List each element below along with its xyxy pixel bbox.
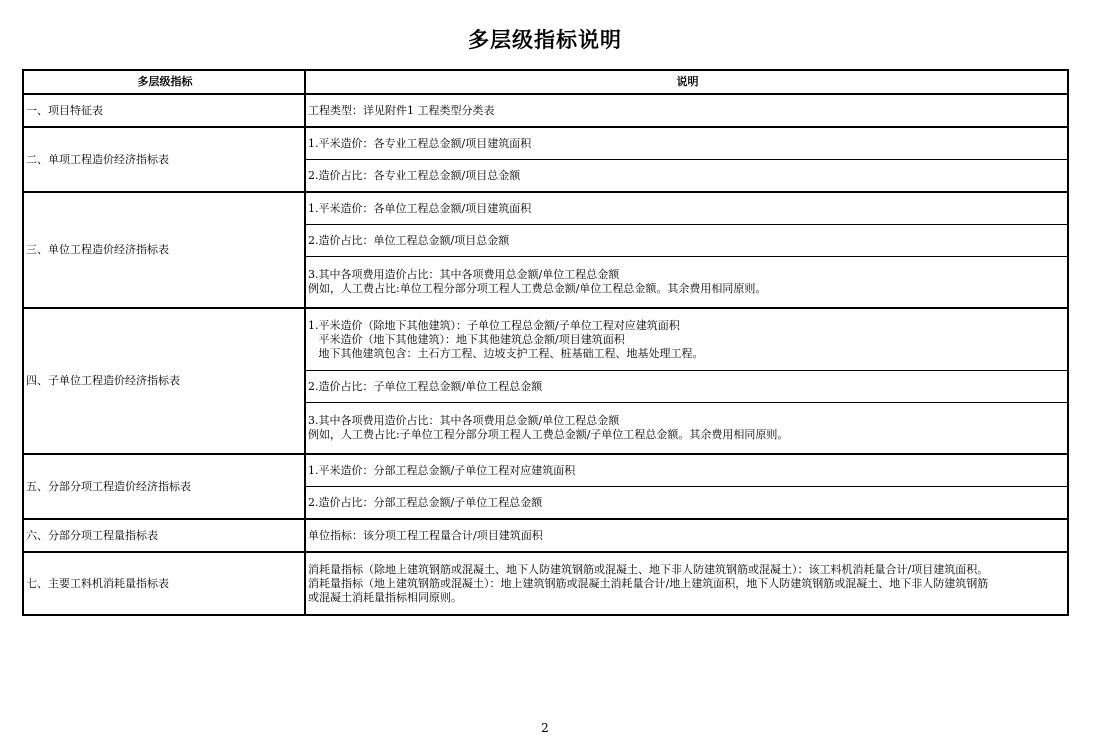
column-header-indicator: 多层级指标 — [23, 70, 305, 94]
column-header-description: 说明 — [305, 70, 1068, 94]
category-cell: 四、子单位工程造价经济指标表 — [23, 308, 305, 454]
description-cell: 3.其中各项费用造价占比：其中各项费用总金额/单位工程总金额 例如，人工费占比:单位工程分部分项工程人工费总金额/单位工程总金额。其余费用相同原则。 — [305, 257, 1068, 309]
description-cell: 工程类型：详见附件1 工程类型分类表 — [305, 94, 1068, 127]
description-cell: 2.造价占比：子单位工程总金额/单位工程总金额 — [305, 371, 1068, 403]
description-cell: 1.平米造价：各专业工程总金额/项目建筑面积 — [305, 127, 1068, 160]
description-cell: 2.造价占比：分部工程总金额/子单位工程总金额 — [305, 487, 1068, 520]
category-cell: 一、项目特征表 — [23, 94, 305, 127]
description-cell: 1.平米造价：各单位工程总金额/项目建筑面积 — [305, 192, 1068, 225]
table-header-row — [23, 70, 1068, 94]
description-cell: 1.平米造价：分部工程总金额/子单位工程对应建筑面积 — [305, 454, 1068, 487]
category-cell: 二、单项工程造价经济指标表 — [23, 127, 305, 192]
description-cell: 1.平米造价（除地下其他建筑）：子单位工程总金额/子单位工程对应建筑面积 平米造价（地下其他建筑）：地下其他建筑总金额/项目建筑面积 地下其他建筑包含：土石方工程、边坡支护工程、桩基础工程、地基处理工程。 — [305, 308, 1068, 371]
category-cell: 三、单位工程造价经济指标表 — [23, 192, 305, 308]
category-cell: 七、主要工料机消耗量指标表 — [23, 552, 305, 615]
description-cell: 2.造价占比：各专业工程总金额/项目总金额 — [305, 160, 1068, 193]
description-cell: 单位指标：该分项工程工程量合计/项目建筑面积 — [305, 519, 1068, 552]
category-cell: 五、分部分项工程造价经济指标表 — [23, 454, 305, 519]
category-cell: 六、分部分项工程量指标表 — [23, 519, 305, 552]
description-cell: 2.造价占比：单位工程总金额/项目总金额 — [305, 225, 1068, 257]
description-cell: 消耗量指标（除地上建筑钢筋或混凝土、地下人防建筑钢筋或混凝土、地下非人防建筑钢筋或混凝土）：该工料机消耗量合计/项目建筑面积。 消耗量指标（地上建筑钢筋或混凝土）：地上建筑钢筋或混凝土消耗量合计/地上建筑面积，地下人防建筑钢筋或混凝土、地下非人防建筑钢筋 或混凝土消耗量指标相同原则。 — [305, 552, 1068, 615]
indicator-table — [22, 69, 1069, 616]
description-cell: 3.其中各项费用造价占比：其中各项费用总金额/单位工程总金额 例如，人工费占比:子单位工程分部分项工程人工费总金额/子单位工程总金额。其余费用相同原则。 — [305, 403, 1068, 455]
page-title: 多层级指标说明 — [468, 28, 622, 52]
page-number: 2 — [541, 721, 549, 735]
